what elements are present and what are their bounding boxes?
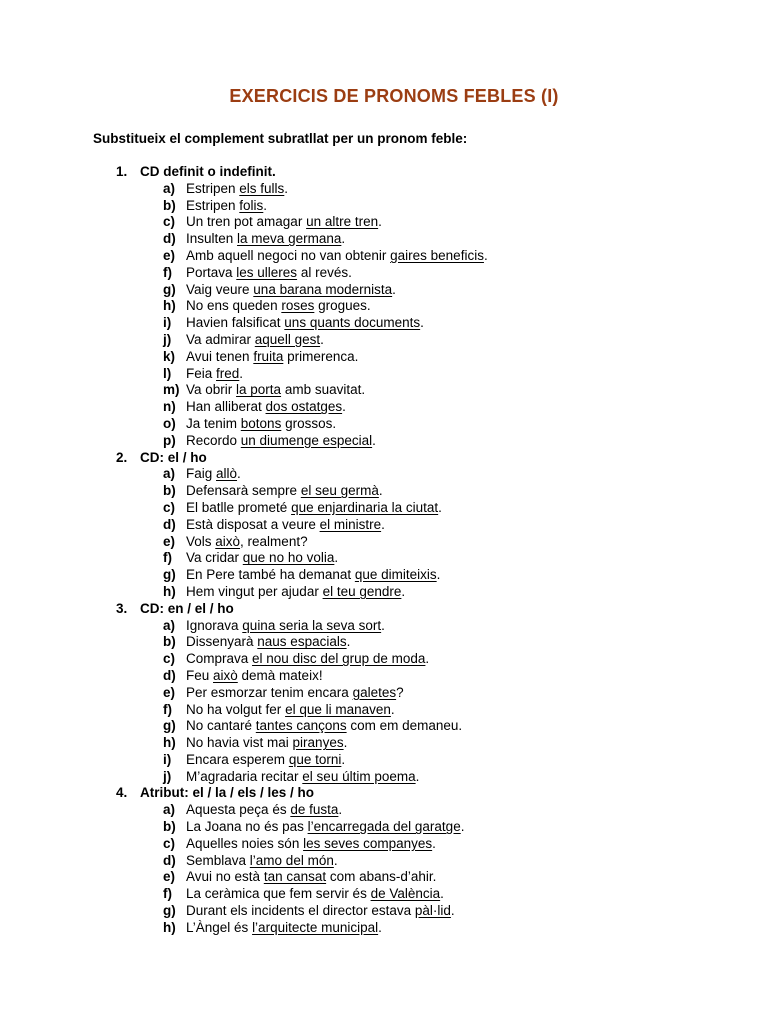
sentence-ending: .	[436, 567, 441, 583]
sentence-ending: .	[415, 768, 420, 784]
underlined-complement: que no ho volia	[242, 550, 335, 566]
item-letter: h)	[163, 919, 176, 935]
exercise-item	[0, 198, 768, 215]
item-letter: j)	[163, 331, 172, 347]
sentence-ending: primerenca.	[283, 348, 359, 364]
exercise-item	[0, 920, 768, 937]
underlined-complement: quina seria la seva sort	[242, 617, 382, 633]
item-sentence	[186, 181, 288, 198]
section-heading	[0, 450, 768, 467]
sentence-text: Per esmorzar tenim encara	[186, 684, 353, 700]
item-letter: g)	[163, 718, 176, 734]
underlined-complement: uns quants documents	[284, 315, 421, 331]
sentence-text: Estripen	[186, 197, 240, 213]
sentence-text: Encara esperem	[186, 751, 289, 767]
exercise-item	[0, 282, 768, 299]
sentence-text: La Joana no és pas	[186, 819, 308, 835]
item-sentence	[186, 668, 323, 685]
sentence-ending: .	[440, 886, 444, 902]
item-letter: b)	[163, 197, 176, 213]
sentence-ending: amb suavitat.	[281, 382, 366, 398]
exercise-item	[0, 231, 768, 248]
exercise-item	[0, 819, 768, 836]
exercise-item	[0, 735, 768, 752]
underlined-complement: l’encarregada del garatge	[307, 819, 461, 835]
sentence-text: Insulten	[186, 231, 238, 247]
exercise-item	[0, 853, 768, 870]
underlined-complement: de fusta	[290, 802, 339, 818]
item-letter: b)	[163, 634, 176, 650]
exercise-item	[0, 567, 768, 584]
sentence-text: Defensarà sempre	[186, 483, 301, 499]
sentence-ending: .	[343, 735, 348, 751]
item-letter: d)	[163, 852, 176, 868]
sentence-ending: .	[378, 919, 382, 935]
item-letter: n)	[163, 399, 176, 415]
sentence-text: El batlle prometé	[186, 499, 292, 515]
sentence-ending: , realment?	[240, 533, 308, 549]
item-sentence	[186, 634, 350, 651]
item-sentence	[186, 618, 385, 635]
item-sentence	[186, 567, 440, 584]
section-title: CD definit o indefinit.	[140, 164, 276, 179]
item-letter: c)	[163, 651, 176, 667]
sentence-text: Estripen	[186, 180, 240, 196]
sentence-ending: .	[390, 701, 395, 717]
sentence-ending: .	[334, 550, 339, 566]
item-sentence	[186, 836, 436, 853]
sentence-text: Va obrir	[186, 382, 237, 398]
sentence-text: M’agradaria recitar	[186, 768, 303, 784]
underlined-complement: que enjardinaria la ciutat	[291, 499, 439, 515]
item-letter: e)	[163, 869, 176, 885]
section-heading	[0, 785, 768, 802]
exercise-item	[0, 836, 768, 853]
item-sentence	[186, 718, 462, 735]
underlined-complement: l’arquitecte municipal	[252, 919, 379, 935]
underlined-complement: tan cansat	[263, 869, 327, 885]
item-sentence	[186, 534, 308, 551]
section-heading	[0, 164, 768, 181]
sentence-text: En Pere també ha demanat	[186, 567, 355, 583]
sentence-text: Aquelles noies són	[186, 835, 304, 851]
sentence-text: Va admirar	[186, 331, 255, 347]
exercise-item	[0, 869, 768, 886]
sentence-ending: demà mateix!	[237, 667, 323, 683]
item-letter: e)	[163, 684, 176, 700]
sentence-ending: .	[450, 903, 455, 919]
sentence-text: No ha volgut fer	[186, 701, 286, 717]
sentence-ending: grossos.	[281, 415, 337, 431]
item-sentence	[186, 382, 365, 399]
underlined-complement: un diumenge especial	[240, 432, 373, 448]
item-letter: b)	[163, 819, 176, 835]
item-sentence	[186, 298, 371, 315]
exercise-item	[0, 584, 768, 601]
item-letter: o)	[163, 415, 176, 431]
exercise-item	[0, 466, 768, 483]
item-sentence	[186, 886, 444, 903]
exercise-item	[0, 483, 768, 500]
sentence-text: Amb aquell negoci no van obtenir	[186, 247, 391, 263]
underlined-complement: folis	[239, 197, 264, 213]
exercise-item	[0, 517, 768, 534]
exercise-item	[0, 534, 768, 551]
item-letter: h)	[163, 298, 176, 314]
item-letter: p)	[163, 432, 176, 448]
item-sentence	[186, 517, 385, 534]
section-number: 1.	[116, 164, 128, 179]
sentence-text: Ignorava	[186, 617, 243, 633]
underlined-complement: tantes cançons	[255, 718, 347, 734]
item-letter: i)	[163, 315, 172, 331]
section-number: 4.	[116, 785, 128, 801]
sentence-text: Va cridar	[186, 550, 243, 566]
instruction-text: Substitueix el complement subratllat per un pronom feble:	[93, 131, 468, 146]
item-letter: a)	[163, 617, 176, 633]
sentence-text: No cantaré	[186, 718, 256, 734]
item-letter: d)	[163, 231, 176, 247]
underlined-complement: galetes	[352, 684, 397, 700]
sentence-ending: .	[320, 331, 324, 347]
underlined-complement: el seu germà	[300, 483, 379, 499]
exercise-item	[0, 668, 768, 685]
exercise-item	[0, 651, 768, 668]
exercise-item	[0, 702, 768, 719]
sentence-ending: .	[341, 751, 346, 767]
section-number: 3.	[116, 600, 128, 616]
sentence-text: No havia vist mai	[186, 735, 293, 751]
sentence-text: Vaig veure	[186, 281, 254, 297]
sentence-ending: .	[341, 231, 346, 247]
sentence-text: Un tren pot amagar	[186, 214, 307, 230]
underlined-complement: la porta	[236, 382, 282, 398]
item-letter: l)	[163, 365, 172, 381]
sentence-text: Havien falsificat	[186, 315, 285, 331]
underlined-complement: que dimiteixis	[354, 567, 437, 583]
sentence-ending: .	[342, 399, 346, 415]
item-letter: i)	[163, 751, 172, 767]
underlined-complement: naus espacials	[257, 634, 347, 650]
underlined-complement: pàl·lid	[414, 903, 451, 919]
item-sentence	[186, 265, 352, 282]
sentence-ending: .	[284, 180, 289, 196]
underlined-complement: els fulls	[239, 180, 285, 196]
sentence-text: La ceràmica que fem servir és	[186, 886, 371, 902]
item-letter: e)	[163, 247, 176, 263]
underlined-complement: un altre tren	[306, 214, 379, 230]
item-letter: k)	[163, 348, 176, 364]
sentence-text: Hem vingut per ajudar	[186, 583, 323, 599]
sentence-ending: .	[483, 247, 488, 263]
section-title: Atribut: el / la / els / les / ho	[140, 785, 315, 801]
sentence-ending: .	[378, 483, 383, 499]
sentence-text: Dissenyarà	[186, 634, 258, 650]
exercise-item	[0, 685, 768, 702]
sentence-ending: .	[372, 432, 376, 448]
underlined-complement: fruita	[253, 348, 284, 364]
item-sentence	[186, 920, 382, 937]
exercise-item	[0, 618, 768, 635]
underlined-complement: piranyes	[292, 735, 344, 751]
item-letter: c)	[163, 214, 176, 230]
item-sentence	[186, 349, 358, 366]
item-sentence	[186, 231, 345, 248]
item-sentence	[186, 466, 241, 483]
sentence-ending: .	[392, 281, 396, 297]
item-letter: a)	[163, 466, 176, 482]
item-sentence	[186, 702, 395, 719]
sentence-text: Comprava	[186, 651, 253, 667]
exercise-item	[0, 903, 768, 920]
sentence-text: Han alliberat	[186, 399, 266, 415]
underlined-complement: l’amo del món	[249, 852, 334, 868]
item-letter: c)	[163, 835, 176, 851]
item-sentence	[186, 248, 488, 265]
item-sentence	[186, 282, 396, 299]
item-letter: f)	[163, 886, 172, 902]
item-sentence	[186, 869, 436, 886]
exercise-item	[0, 315, 768, 332]
underlined-complement: dos ostatges	[265, 399, 343, 415]
item-sentence	[186, 433, 376, 450]
underlined-complement: això	[215, 533, 241, 549]
underlined-complement: el nou disc del grup de moda	[252, 651, 426, 667]
sentence-ending: .	[401, 583, 406, 599]
item-sentence	[186, 332, 324, 349]
item-letter: a)	[163, 802, 176, 818]
underlined-complement: allò	[216, 466, 238, 482]
sentence-ending: .	[425, 651, 430, 667]
exercise-item	[0, 181, 768, 198]
sentence-ending: com em demaneu.	[346, 718, 463, 734]
exercise-item	[0, 265, 768, 282]
underlined-complement: les ulleres	[236, 264, 298, 280]
exercise-item	[0, 366, 768, 383]
item-letter: d)	[163, 516, 176, 532]
exercise-item	[0, 332, 768, 349]
item-letter: c)	[163, 499, 176, 515]
sentence-ending: .	[338, 802, 343, 818]
sentence-ending: .	[378, 214, 382, 230]
item-sentence	[186, 735, 347, 752]
item-sentence	[186, 416, 336, 433]
item-letter: f)	[163, 264, 172, 280]
underlined-complement: el teu gendre	[322, 583, 402, 599]
sentence-ending: .	[333, 852, 338, 868]
sentence-text: Feia	[186, 365, 217, 381]
item-sentence	[186, 752, 345, 769]
item-sentence	[186, 214, 382, 231]
underlined-complement: el seu últim poema	[302, 768, 416, 784]
item-letter: h)	[163, 583, 176, 599]
sentence-ending: .	[239, 365, 244, 381]
item-letter: g)	[163, 567, 176, 583]
sentence-text: Avui no està	[186, 869, 264, 885]
underlined-complement: el que li manaven	[285, 701, 391, 717]
underlined-complement: això	[213, 667, 238, 683]
sentence-text: Recordo	[186, 432, 241, 448]
sentence-ending: .	[420, 315, 424, 331]
item-sentence	[186, 802, 342, 819]
item-sentence	[186, 819, 464, 836]
sentence-text: Vols	[186, 533, 216, 549]
item-letter: a)	[163, 180, 176, 196]
item-sentence	[186, 500, 442, 517]
item-sentence	[186, 769, 419, 786]
underlined-complement: aquell gest	[254, 331, 321, 347]
exercise-item	[0, 802, 768, 819]
item-letter: j)	[163, 768, 172, 784]
sentence-text: Aquesta peça és	[186, 802, 291, 818]
sentence-ending: .	[381, 617, 385, 633]
item-letter: d)	[163, 667, 176, 683]
item-sentence	[186, 366, 243, 383]
underlined-complement: fred	[216, 365, 240, 381]
underlined-complement: que torni	[288, 751, 342, 767]
sentence-text: Durant els incidents el director estava	[186, 903, 415, 919]
item-letter: f)	[163, 701, 172, 717]
sentence-ending: .	[432, 835, 436, 851]
sentence-ending: com abans-d’ahir.	[326, 869, 437, 885]
exercise-item	[0, 298, 768, 315]
sentence-ending: .	[346, 634, 351, 650]
item-sentence	[186, 853, 338, 870]
item-letter: m)	[163, 382, 180, 398]
sentence-ending: ?	[396, 684, 404, 700]
sentence-text: L’Àngel és	[186, 919, 253, 935]
sentence-text: Faig	[186, 466, 217, 482]
sentence-text: Semblava	[186, 852, 250, 868]
section-heading	[0, 601, 768, 618]
exercise-item	[0, 433, 768, 450]
sentence-ending: .	[381, 516, 385, 532]
item-letter: g)	[163, 903, 176, 919]
item-sentence	[186, 584, 405, 601]
underlined-complement: la meva germana	[237, 231, 342, 247]
item-sentence	[186, 198, 267, 215]
sentence-text: Avui tenen	[186, 348, 254, 364]
exercise-item	[0, 550, 768, 567]
item-sentence	[186, 550, 338, 567]
document-title: EXERCICIS DE PRONOMS FEBLES (I)	[229, 86, 559, 106]
sentence-ending: .	[263, 197, 268, 213]
item-sentence	[186, 903, 455, 920]
item-sentence	[186, 315, 424, 332]
exercise-item	[0, 382, 768, 399]
section-title: CD: el / ho	[140, 449, 207, 465]
item-letter: f)	[163, 550, 172, 566]
sentence-ending: .	[237, 466, 241, 482]
underlined-complement: botons	[240, 415, 282, 431]
sentence-text: No ens queden	[186, 298, 282, 314]
sentence-text: Ja tenim	[186, 415, 241, 431]
sentence-ending: al revés.	[297, 264, 352, 280]
item-letter: h)	[163, 735, 176, 751]
underlined-complement: les seves companyes	[303, 835, 433, 851]
sentence-ending: .	[460, 819, 465, 835]
sentence-text: Està disposat a veure	[186, 516, 320, 532]
item-sentence	[186, 685, 404, 702]
exercise-item	[0, 718, 768, 735]
sentence-text: Feu	[186, 667, 214, 683]
sentence-text: Portava	[186, 264, 237, 280]
sentence-ending: .	[438, 499, 442, 515]
exercise-item	[0, 752, 768, 769]
item-letter: b)	[163, 483, 176, 499]
exercise-item	[0, 399, 768, 416]
underlined-complement: el ministre	[319, 516, 382, 532]
underlined-complement: una barana modernista	[253, 281, 393, 297]
exercise-item	[0, 500, 768, 517]
sentence-ending: grogues.	[314, 298, 371, 314]
section-number: 2.	[116, 449, 128, 465]
exercise-sections	[0, 164, 768, 937]
underlined-complement: gaires beneficis	[390, 247, 484, 263]
underlined-complement: de València	[370, 886, 441, 902]
item-sentence	[186, 399, 346, 416]
underlined-complement: roses	[281, 298, 315, 314]
exercise-item	[0, 416, 768, 433]
exercise-item	[0, 248, 768, 265]
section-title: CD: en / el / ho	[140, 600, 234, 616]
exercise-item	[0, 349, 768, 366]
exercise-item	[0, 634, 768, 651]
exercise-item	[0, 769, 768, 786]
item-letter: g)	[163, 281, 176, 297]
exercise-item	[0, 214, 768, 231]
item-sentence	[186, 651, 429, 668]
item-sentence	[186, 483, 383, 500]
exercise-item	[0, 886, 768, 903]
item-letter: e)	[163, 533, 176, 549]
